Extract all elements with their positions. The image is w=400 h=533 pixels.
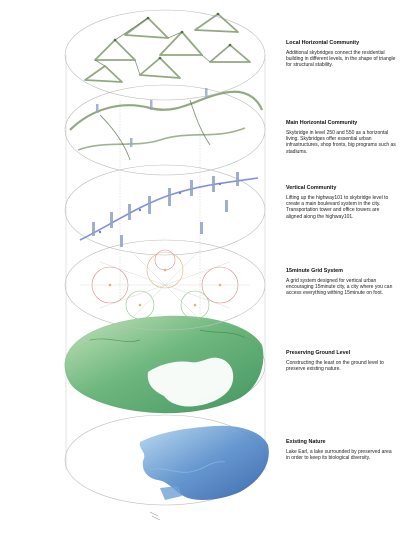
layer-description: Constructing the least on the ground level to preserve existing nature. bbox=[286, 360, 384, 373]
layer-description: A grid system designed for vertical urban encouraging 15minute city, a city where you can access everything withing 15minute on foot. bbox=[286, 278, 393, 297]
label-local-horizontal-community bbox=[286, 40, 396, 69]
layer-title: Local Horizontal Community bbox=[286, 40, 360, 46]
layer-title: 15minute Grid System bbox=[286, 268, 343, 274]
layer-existing-nature bbox=[65, 415, 269, 520]
layer-title: Main Horizontal Community bbox=[286, 120, 358, 126]
layer-description: Lifting up the highway101 to skybridge level to create a main boulevard system in the city. Transportation tower and office towers are aligned along the highway101. bbox=[286, 195, 389, 220]
label-15minute-grid-system bbox=[286, 268, 396, 297]
layer-description: Lake Earl, a lake surrounded by preserved area in order to keep its biological diversity. bbox=[286, 449, 392, 462]
lake-shape bbox=[140, 426, 269, 500]
label-existing-nature bbox=[286, 439, 396, 461]
layer-vertical-community bbox=[65, 165, 265, 255]
layer-description: Skybridge in level 250 and 550 as a horizontal living. Skybridges offer essential urban infrastructures, shop fronts, big programs such as stadiums. bbox=[286, 130, 396, 155]
layer-preserving-ground-level bbox=[65, 316, 265, 413]
main-skybridge bbox=[70, 92, 262, 130]
label-main-horizontal-community bbox=[286, 120, 396, 155]
layer-title: Vertical Community bbox=[286, 185, 337, 191]
highway-101 bbox=[80, 178, 258, 240]
layer-local-horizontal-community bbox=[65, 10, 265, 100]
layer-main-horizontal-community bbox=[65, 85, 265, 175]
layer-title: Preserving Ground Level bbox=[286, 350, 351, 356]
layer-outline bbox=[65, 85, 265, 175]
layer-outline bbox=[65, 165, 265, 255]
label-vertical-community bbox=[286, 185, 396, 220]
label-preserving-ground-level bbox=[286, 350, 396, 372]
layer-description: Additional skybridges connect the residential building in different levels, in the shape of triangle for structural stability. bbox=[286, 50, 396, 69]
layer-title: Existing Nature bbox=[286, 439, 326, 445]
